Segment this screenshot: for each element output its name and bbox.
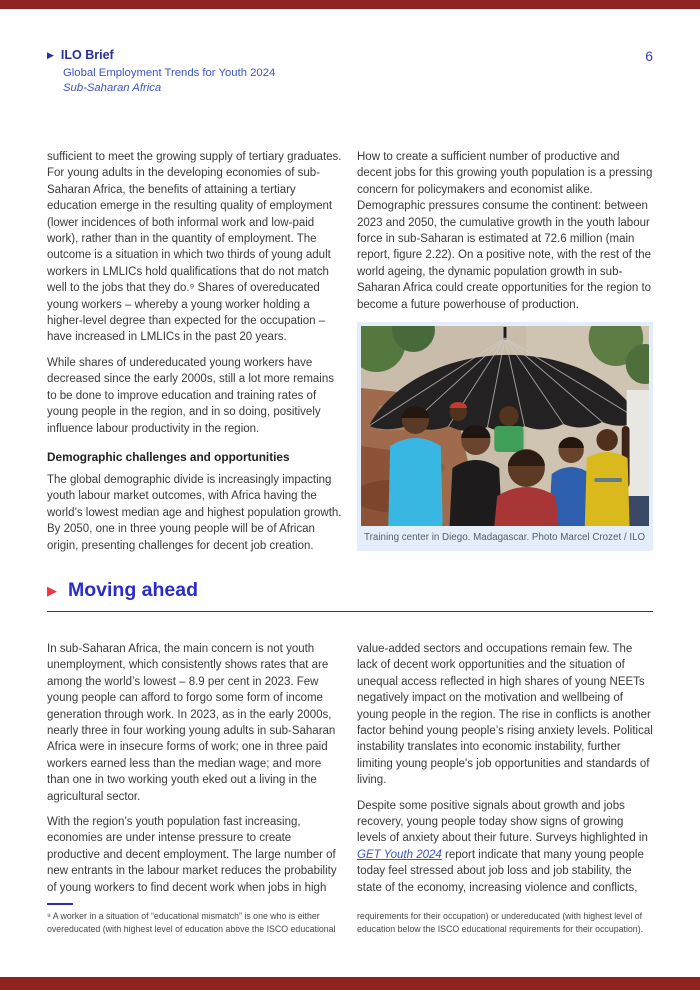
top-left-column — [47, 149, 343, 563]
brief-kicker-row — [47, 48, 653, 62]
page-number: 6 — [645, 48, 653, 64]
footnote-rule — [47, 903, 73, 905]
top-accent-bar — [0, 0, 700, 9]
top-columns — [47, 149, 653, 563]
photo-figure — [357, 322, 653, 551]
section-title-row — [47, 579, 653, 602]
paragraph-text: Despite some positive signals about growth and jobs recovery, young people today show signs of growing levels of anxiety about their future. Surveys highlighted in — [357, 799, 648, 845]
section-moving-ahead — [47, 579, 653, 612]
footnote-left: ⁹ A worker in a situation of “educational mismatch” is one who is either overeducated (with highest level of education above the ISCO educational — [47, 911, 336, 934]
bottom-accent-bar — [0, 977, 700, 990]
top-right-column — [357, 149, 653, 563]
report-subtitle: Sub-Saharan Africa — [63, 82, 162, 94]
bottom-columns — [47, 641, 653, 905]
page-header — [47, 48, 653, 94]
section-rule — [47, 611, 653, 612]
paragraph: While shares of undereducated young workers have decreased since the early 2000s, still a lot more remains to be done to improve education and training rates of young people in the region, and in so doing, positively influence labour productivity in the region. — [47, 356, 335, 435]
paragraph-with-link — [357, 798, 653, 896]
footnote-columns — [47, 910, 653, 935]
footnote-right: requirements for their occupation) or undereducated (with highest level of education below the ISCO educational requirements for their occupation). — [357, 911, 644, 934]
triangle-right-icon: ▶ — [47, 583, 57, 598]
report-title: Global Employment Trends for Youth 2024 — [63, 67, 276, 79]
paragraph: In sub-Saharan Africa, the main concern is not youth unemployment, which consistently shows rates that are among the world’s lowest – 8.9 per cent in 2023. Few young people can afford to forgo some form of income generation through work. In 2023, as in the early 2000s, nearly three in four working young adults in sub-Saharan Africa were in insecure forms of work; one in three paid workers earned less than the median wage; and more than one in two working youth eked out a living in the agricultural sector. — [47, 643, 336, 803]
bottom-left-column — [47, 641, 343, 905]
paragraph: value-added sectors and occupations remain few. The lack of decent work opportunities and the situation of unequal access reflected in high shares of young NEETs negatively impact on the motivation and wellbeing of young people in the region. The rise in conflicts is another factor behind young people’s rising anxiety levels. Political instability translates into economic instability, further limiting young people's job opportunities and standards of living. — [357, 643, 653, 787]
triangle-right-icon: ▶ — [47, 49, 54, 60]
bottom-right-column — [357, 641, 653, 905]
footnote-area — [47, 903, 653, 935]
photo-illustration — [361, 326, 649, 526]
paragraph-text: report indicate that many young people today feel stressed about job loss and job stability, the state of the economy, increasing violence and conflicts, — [357, 848, 644, 894]
get-youth-2024-link[interactable]: GET Youth 2024 — [357, 848, 442, 861]
section-title: Moving ahead — [68, 579, 199, 601]
training-center-photo — [361, 326, 649, 526]
brief-kicker: ILO Brief — [60, 48, 114, 62]
paragraph: The global demographic divide is increasingly impacting youth labour market outcomes, with Africa having the world’s lowest median age and highest population growth. By 2050, one in three young people will be of African origin, presenting challenges for decent job creation. — [47, 473, 342, 552]
paragraph: sufficient to meet the growing supply of tertiary graduates. For young adults in the developing economies of sub-Saharan Africa, the benefits of attaining a tertiary education emerge in the resulting quality of employment (lower incidences of both informal work and low-paid work), rather than in the quantity of employment. The outcome is a situation in which two thirds of young adult workers in LMLICs hold qualifications that do not match well to the jobs that they do.⁹ Shares of overeducated young workers – whereby a young worker holding a higher-level degree than expected for the occupation – have increased in LMLICs in the past 20 years. — [47, 151, 342, 344]
paragraph: How to create a sufficient number of productive and decent jobs for this growing youth population is a pressing concern for policymakers and economist alike. Demographic pressures consume the continent: between 2023 and 2050, the cumulative growth in the youth labour force in sub-Saharan is estimated at 72.6 million (main report, figure 2.22). On a positive note, with the rest of the world ageing, the dynamic population growth in sub-Saharan Africa could create opportunities for the region to become a future powerhouse of production. — [357, 151, 653, 311]
photo-caption: Training center in Diego. Madagascar. Photo Marcel Crozet / ILO — [364, 532, 646, 544]
paragraph: With the region’s youth population fast increasing, economies are under intense pressure to create productive and decent employment. The large number of new entrants in the labour market reduces the probability of young workers to find decent work when jobs in high — [47, 816, 337, 894]
subheading-demographic-challenges: Demographic challenges and opportunities — [47, 449, 290, 464]
